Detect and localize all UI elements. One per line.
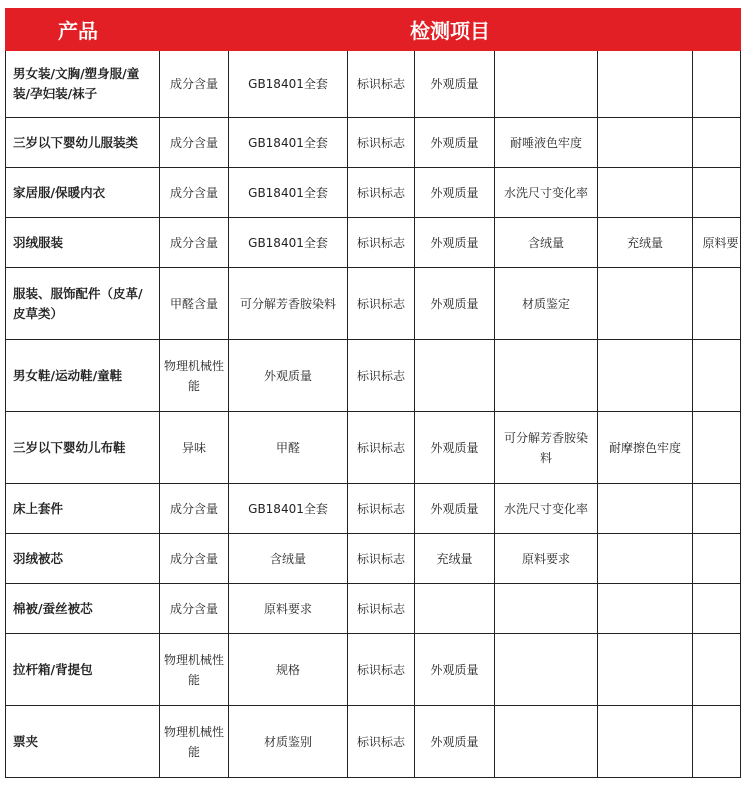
- test-item-cell: [693, 534, 741, 584]
- test-item-cell: [693, 484, 741, 534]
- test-item-cell: GB18401全套: [229, 484, 348, 534]
- test-item-cell: 标识标志: [348, 168, 415, 218]
- table-row: [6, 218, 741, 268]
- table-row: [6, 412, 741, 484]
- test-item-cell: 耐唾液色牢度: [495, 118, 598, 168]
- test-item-cell: 物理机械性能: [160, 706, 229, 778]
- table-row: [6, 118, 741, 168]
- test-item-cell: 成分含量: [160, 168, 229, 218]
- product-name-cell: 家居服/保暖内衣: [6, 168, 160, 218]
- test-item-cell: 物理机械性能: [160, 340, 229, 412]
- test-item-cell: 充绒量: [598, 218, 693, 268]
- product-name-cell: 票夹: [6, 706, 160, 778]
- test-item-cell: [495, 584, 598, 634]
- test-item-cell: [495, 634, 598, 706]
- test-item-cell: [693, 168, 741, 218]
- test-item-cell: 外观质量: [229, 340, 348, 412]
- test-item-cell: [598, 268, 693, 340]
- test-item-cell: [598, 118, 693, 168]
- test-item-cell: 成分含量: [160, 534, 229, 584]
- table-row: [6, 51, 741, 118]
- test-item-cell: 异味: [160, 412, 229, 484]
- table-body: [6, 51, 741, 778]
- test-item-cell: 标识标志: [348, 484, 415, 534]
- test-item-cell: [415, 584, 495, 634]
- test-item-cell: 标识标志: [348, 706, 415, 778]
- table-row: [6, 484, 741, 534]
- test-item-cell: 水洗尺寸变化率: [495, 168, 598, 218]
- test-item-cell: 可分解芳香胺染料: [229, 268, 348, 340]
- test-item-cell: 标识标志: [348, 340, 415, 412]
- test-item-cell: [598, 484, 693, 534]
- test-item-cell: [693, 584, 741, 634]
- product-name-cell: 羽绒服装: [6, 218, 160, 268]
- test-item-cell: [598, 340, 693, 412]
- test-item-cell: [598, 51, 693, 118]
- test-item-cell: 原料要求: [229, 584, 348, 634]
- test-item-cell: 甲醛含量: [160, 268, 229, 340]
- product-name-cell: 服装、服饰配件（皮革/皮草类）: [6, 268, 160, 340]
- test-item-cell: 材质鉴定: [495, 268, 598, 340]
- test-item-cell: 标识标志: [348, 268, 415, 340]
- table-row: [6, 706, 741, 778]
- test-item-cell: [495, 340, 598, 412]
- test-item-cell: 含绒量: [229, 534, 348, 584]
- product-name-cell: 拉杆箱/背提包: [6, 634, 160, 706]
- test-item-cell: 水洗尺寸变化率: [495, 484, 598, 534]
- test-item-cell: 外观质量: [415, 484, 495, 534]
- product-name-cell: 羽绒被芯: [6, 534, 160, 584]
- test-item-cell: 外观质量: [415, 168, 495, 218]
- test-item-cell: 物理机械性能: [160, 634, 229, 706]
- product-name-cell: 床上套件: [6, 484, 160, 534]
- table-row: [6, 584, 741, 634]
- test-item-cell: [693, 634, 741, 706]
- test-item-cell: 外观质量: [415, 634, 495, 706]
- test-item-cell: GB18401全套: [229, 168, 348, 218]
- product-name-cell: 三岁以下婴幼儿布鞋: [6, 412, 160, 484]
- product-name-cell: 男女装/文胸/塑身服/童装/孕妇装/袜子: [6, 51, 160, 118]
- test-item-cell: 外观质量: [415, 706, 495, 778]
- table-row: [6, 168, 741, 218]
- test-item-cell: 标识标志: [348, 412, 415, 484]
- test-item-cell: 成分含量: [160, 218, 229, 268]
- test-item-cell: 外观质量: [415, 218, 495, 268]
- table-header-row: [6, 9, 741, 51]
- product-name-cell: 棉被/蚕丝被芯: [6, 584, 160, 634]
- test-item-cell: 标识标志: [348, 118, 415, 168]
- test-item-cell: 原料要求: [495, 534, 598, 584]
- test-item-cell: [693, 412, 741, 484]
- test-item-cell: 耐摩擦色牢度: [598, 412, 693, 484]
- test-item-cell: 充绒量: [415, 534, 495, 584]
- test-item-cell: [693, 51, 741, 118]
- test-item-cell: [598, 168, 693, 218]
- test-item-cell: 外观质量: [415, 412, 495, 484]
- test-item-cell: 成分含量: [160, 118, 229, 168]
- product-column-header: 产品: [6, 9, 160, 51]
- test-item-cell: 成分含量: [160, 584, 229, 634]
- table-row: [6, 268, 741, 340]
- test-item-cell: [598, 634, 693, 706]
- inspection-table: [5, 8, 741, 778]
- test-item-cell: [693, 340, 741, 412]
- test-item-cell: GB18401全套: [229, 218, 348, 268]
- test-item-cell: 外观质量: [415, 51, 495, 118]
- table-row: [6, 340, 741, 412]
- test-item-cell: 含绒量: [495, 218, 598, 268]
- test-item-cell: GB18401全套: [229, 118, 348, 168]
- test-item-cell: [693, 706, 741, 778]
- test-item-cell: [495, 51, 598, 118]
- test-item-cell: 甲醛: [229, 412, 348, 484]
- test-item-cell: 外观质量: [415, 118, 495, 168]
- test-item-cell: [693, 118, 741, 168]
- test-item-cell: [598, 706, 693, 778]
- test-item-cell: 材质鉴别: [229, 706, 348, 778]
- test-item-cell: GB18401全套: [229, 51, 348, 118]
- test-item-cell: [495, 706, 598, 778]
- test-item-cell: 标识标志: [348, 534, 415, 584]
- test-item-cell: 原料要: [693, 218, 741, 268]
- test-item-cell: 可分解芳香胺染料: [495, 412, 598, 484]
- test-item-cell: 标识标志: [348, 218, 415, 268]
- test-item-cell: 标识标志: [348, 51, 415, 118]
- product-name-cell: 男女鞋/运动鞋/童鞋: [6, 340, 160, 412]
- test-item-cell: 成分含量: [160, 51, 229, 118]
- test-item-cell: 成分含量: [160, 484, 229, 534]
- test-item-cell: 标识标志: [348, 584, 415, 634]
- test-item-cell: 规格: [229, 634, 348, 706]
- test-item-cell: 标识标志: [348, 634, 415, 706]
- product-name-cell: 三岁以下婴幼儿服装类: [6, 118, 160, 168]
- test-item-cell: 外观质量: [415, 268, 495, 340]
- test-item-cell: [693, 268, 741, 340]
- test-item-cell: [415, 340, 495, 412]
- test-item-cell: [598, 534, 693, 584]
- table-row: [6, 634, 741, 706]
- table-row: [6, 534, 741, 584]
- test-item-cell: [598, 584, 693, 634]
- test-items-column-header: 检测项目: [160, 9, 741, 51]
